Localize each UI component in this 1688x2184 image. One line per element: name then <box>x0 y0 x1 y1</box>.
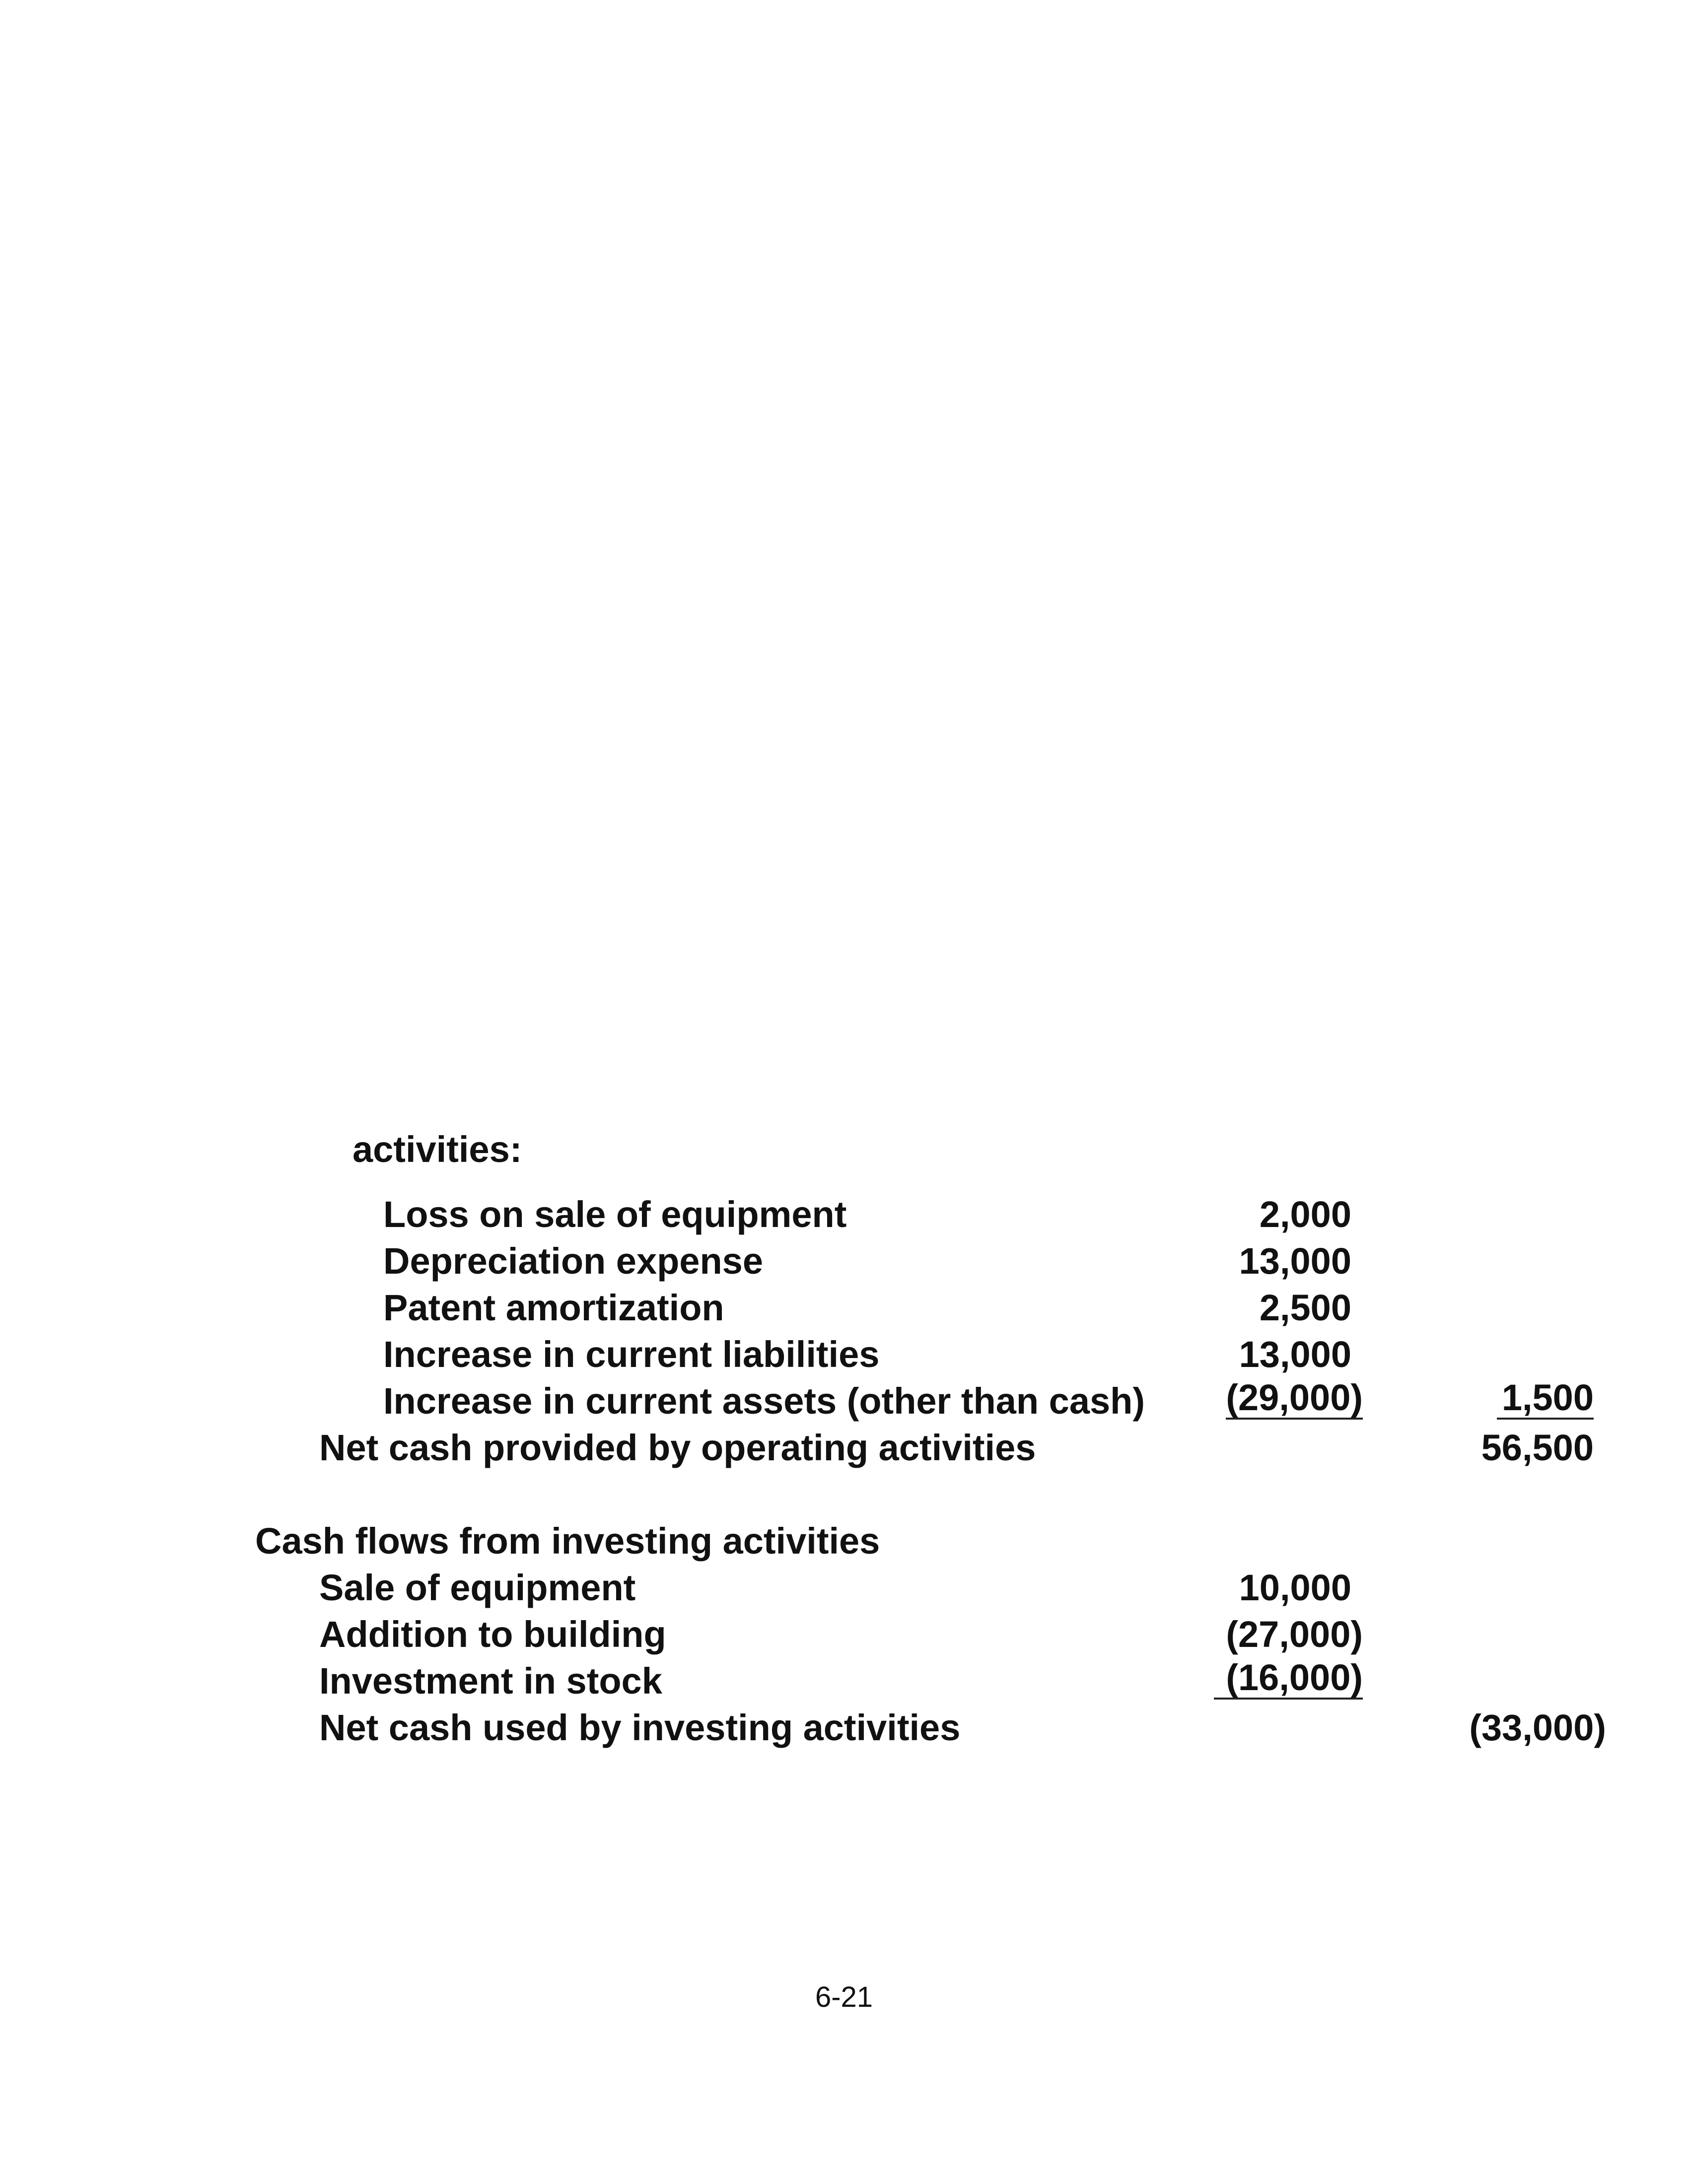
row-amount: (29,000) <box>1226 1378 1363 1420</box>
row-amount: 13,000 <box>1239 1240 1351 1282</box>
row-label: Loss on sale of equipment <box>383 1194 847 1235</box>
row-amount: (27,000) <box>1226 1614 1363 1655</box>
row-label: Patent amortization <box>383 1287 724 1328</box>
row-total: (33,000) <box>1469 1707 1606 1748</box>
row-amount: (16,000) <box>1214 1658 1363 1700</box>
investing-row <box>0 1611 1688 1658</box>
row-amount: 10,000 <box>1239 1567 1351 1608</box>
row-label: Increase in current assets (other than cash) <box>383 1380 1145 1422</box>
investing-row <box>0 1658 1688 1705</box>
net-operating-row <box>0 1425 1688 1471</box>
row-amount: 2,000 <box>1259 1194 1351 1235</box>
row-amount: 13,000 <box>1239 1334 1351 1375</box>
row-label: Investment in stock <box>319 1660 662 1702</box>
section-heading-row <box>0 1518 1688 1565</box>
row-total: 1,500 <box>1497 1378 1594 1420</box>
row-label: Increase in current liabilities <box>383 1334 880 1375</box>
row-label: Depreciation expense <box>383 1240 763 1282</box>
row-amount: 2,500 <box>1259 1287 1351 1328</box>
adjustment-row <box>0 1378 1688 1425</box>
page-number: 6-21 <box>815 1981 873 2013</box>
row-label: Net cash used by investing activities <box>319 1707 961 1748</box>
adjustment-row <box>0 1331 1688 1378</box>
section-heading: Cash flows from investing activities <box>255 1520 880 1562</box>
net-investing-row <box>0 1705 1688 1751</box>
row-label: Sale of equipment <box>319 1567 636 1608</box>
adjustment-row <box>0 1238 1688 1285</box>
adjustment-row <box>0 1191 1688 1238</box>
row-label: Addition to building <box>319 1614 666 1655</box>
cut-off-line: activities: <box>352 1129 522 1170</box>
row-label: Net cash provided by operating activities <box>319 1427 1036 1468</box>
adjustment-row <box>0 1285 1688 1331</box>
row-total: 56,500 <box>1481 1427 1594 1468</box>
investing-row <box>0 1565 1688 1611</box>
